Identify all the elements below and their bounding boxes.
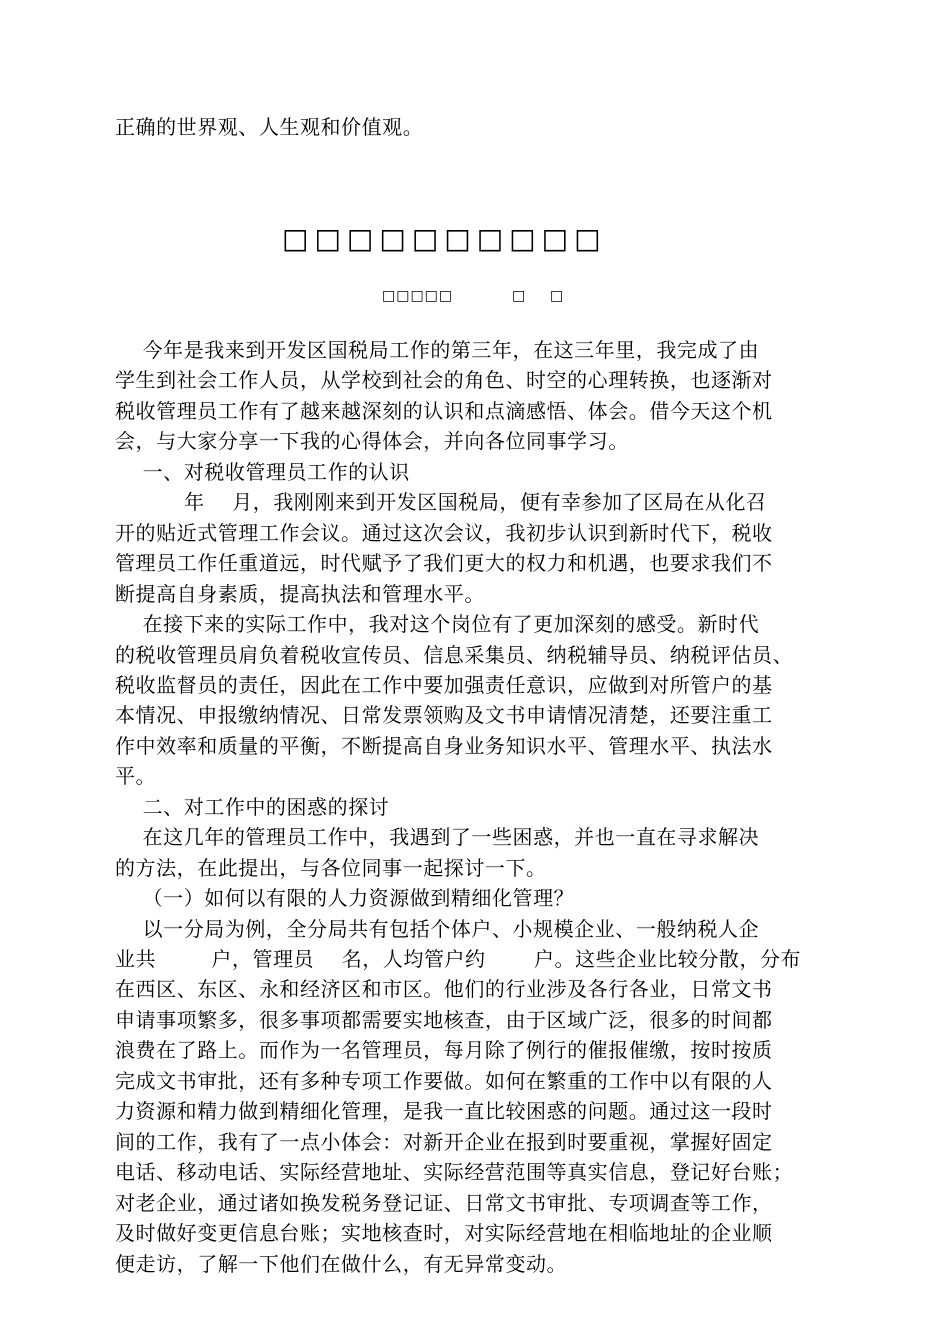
byline-department: □□□□□ [382,288,454,304]
body-line: 在这几年的管理员工作中，我遇到了一些困惑，并也一直在寻求解决 [115,825,760,850]
body-line: 税收管理员工作有了越来越深刻的认识和点滴感悟、体会。借今天这个机 [115,398,773,423]
body-line: 管理员工作任重道远，时代赋予了我们更大的权力和机遇，也要求我们不 [115,551,773,576]
body-line: 本情况、申报缴纳情况、日常发票领购及文书申请情况清楚，还要注重工 [115,703,773,728]
body-line: 浪费在了路上。而作为一名管理员，每月除了例行的催报催缴，按时按质 [115,1038,773,1063]
body-line: 申请事项繁多，很多事项都需要实地核查，由于区域广泛，很多的时间都 [115,1007,773,1032]
body-line: 电话、移动电话、实际经营地址、实际经营范围等真实信息，登记好台账； [115,1160,794,1185]
body-line: 间的工作，我有了一点小体会：对新开企业在报到时要重视，掌握好固定 [115,1129,773,1154]
body-line: 平。 [115,764,157,789]
body-line: 的税收管理员肩负着税收宣传员、信息采集员、纳税辅导员、纳税评估员、 [115,642,794,667]
body-line: 便走访，了解一下他们在做什么，有无异常变动。 [115,1251,568,1276]
body-line: 一、对税收管理员工作的认识 [115,459,410,484]
body-line: 在西区、东区、永和经济区和市区。他们的行业涉及各行各业，日常文书 [115,977,773,1002]
body-line: 开的贴近式管理工作会议。通过这次会议，我初步认识到新时代下，税收 [115,520,773,545]
body-line: 今年是我来到开发区国税局工作的第三年，在这三年里，我完成了由 [115,338,760,362]
body-line: 税收监督员的责任，因此在工作中要加强责任意识，应做到对所管户的基 [115,672,773,697]
body-line: 业共 户，管理员 名，人均管户约 户。这些企业比较分散，分布 [115,947,802,971]
body-line: 断提高自身素质，提高执法和管理水平。 [115,581,485,606]
body-line: 力资源和精力做到精细化管理，是我一直比较困惑的问题。通过这一段时 [115,1099,773,1124]
body-line: 作中效率和质量的平衡，不断提高自身业务知识水平、管理水平、执法水 [115,733,773,758]
body-line: 对老企业，通过诸如换发税务登记证、日常文书审批、专项调查等工作， [115,1190,773,1215]
body-line: 二、对工作中的困惑的探讨 [115,794,390,819]
body-line: 会，与大家分享一下我的心得体会，并向各位同事学习。 [115,429,629,454]
body-line: 学生到社会工作人员，从学校到社会的角色、时空的心理转换，也逐渐对 [115,368,773,393]
body-line: 的方法，在此提出，与各位同事一起探讨一下。 [115,855,547,880]
article-title: □□□□□□□□□□ [282,222,607,255]
byline-author-family: □ [550,288,565,304]
body-line: 以一分局为例，全分局共有包括个体户、小规模企业、一般纳税人企 [115,916,760,941]
carryover-line: 正确的世界观、人生观和价值观。 [115,115,424,139]
body-line: 年 月，我刚刚来到开发区国税局，便有幸参加了区局在从化召 [115,490,767,515]
body-line: （一）如何以有限的人力资源做到精细化管理？ [115,886,575,911]
body-line: 及时做好变更信息台账；实地核查时，对实际经营地在相临地址的企业顺 [115,1221,773,1246]
byline-author-given: □ [512,288,527,304]
body-line: 完成文书审批，还有多种专项工作要做。如何在繁重的工作中以有限的人 [115,1068,773,1093]
body-line: 在接下来的实际工作中，我对这个岗位有了更加深刻的感受。新时代 [115,612,760,637]
